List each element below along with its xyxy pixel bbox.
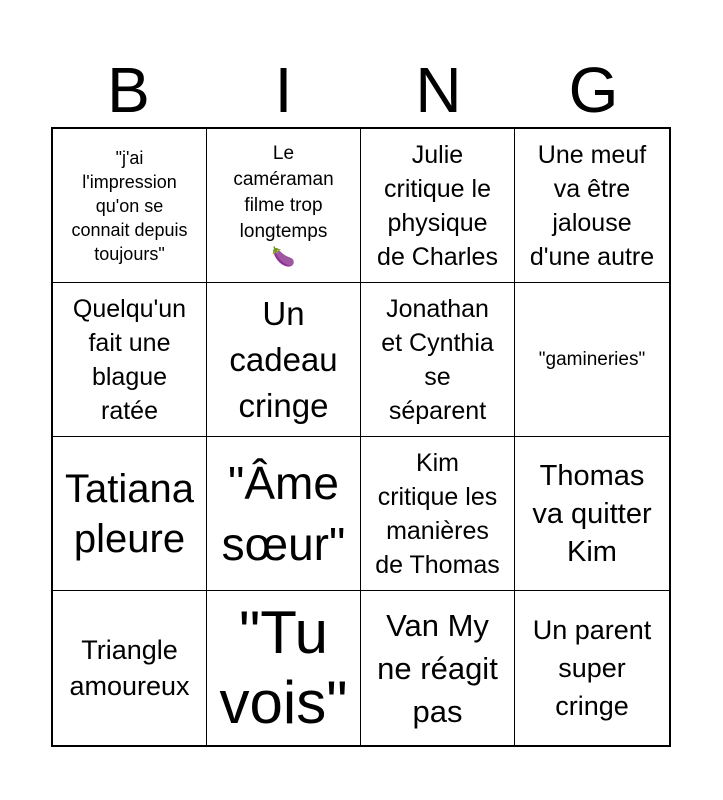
cell-text: Un parent super cringe — [532, 615, 652, 721]
bingo-board — [51, 127, 671, 747]
cell-text: Van My ne réagit pas — [377, 607, 498, 729]
bingo-cell[interactable] — [207, 437, 361, 591]
bingo-cell[interactable] — [515, 283, 669, 437]
header-letter-i: I — [274, 54, 293, 126]
header-letter-b: B — [107, 54, 150, 126]
cell-text: Tatiana pleure — [65, 466, 194, 561]
cell-text: Julie critique le physique de Charles — [377, 140, 498, 271]
bingo-cell[interactable] — [515, 591, 669, 745]
bingo-cell[interactable] — [207, 283, 361, 437]
bingo-cell[interactable] — [207, 129, 361, 283]
bingo-cell[interactable] — [207, 591, 361, 745]
bingo-cell[interactable] — [515, 437, 669, 591]
bingo-cell[interactable] — [361, 129, 515, 283]
cell-text: "Tu vois" — [219, 599, 348, 736]
bingo-cell[interactable] — [53, 591, 207, 745]
cell-text: "gamineries" — [538, 348, 646, 370]
cell-text: Un cadeau cringe — [229, 294, 338, 424]
cell-text: Le caméraman filme trop longtemps 🍆 — [233, 142, 334, 268]
bingo-header — [51, 52, 671, 128]
bingo-cell[interactable] — [361, 283, 515, 437]
cell-text: Quelqu'un fait une blague ratée — [72, 294, 187, 425]
bingo-cell[interactable] — [53, 437, 207, 591]
bingo-cell[interactable] — [53, 283, 207, 437]
bingo-cell[interactable] — [361, 437, 515, 591]
cell-text: "Âme sœur" — [221, 456, 346, 570]
cell-text: Une meuf va être jalouse d'une autre — [529, 140, 655, 271]
cell-text: "j'ai l'impression qu'on se connait depuis toujours" — [71, 147, 188, 264]
bingo-cell[interactable] — [53, 129, 207, 283]
cell-text: Triangle amoureux — [69, 635, 190, 701]
cell-text: Thomas va quitter Kim — [532, 459, 652, 568]
header-letter-n: N — [415, 54, 462, 126]
bingo-cell[interactable] — [515, 129, 669, 283]
cell-text: Kim critique les manières de Thomas — [375, 448, 500, 579]
cell-text: Jonathan et Cynthia se séparent — [381, 294, 494, 425]
header-letter-g: G — [568, 54, 619, 126]
bingo-cell[interactable] — [361, 591, 515, 745]
